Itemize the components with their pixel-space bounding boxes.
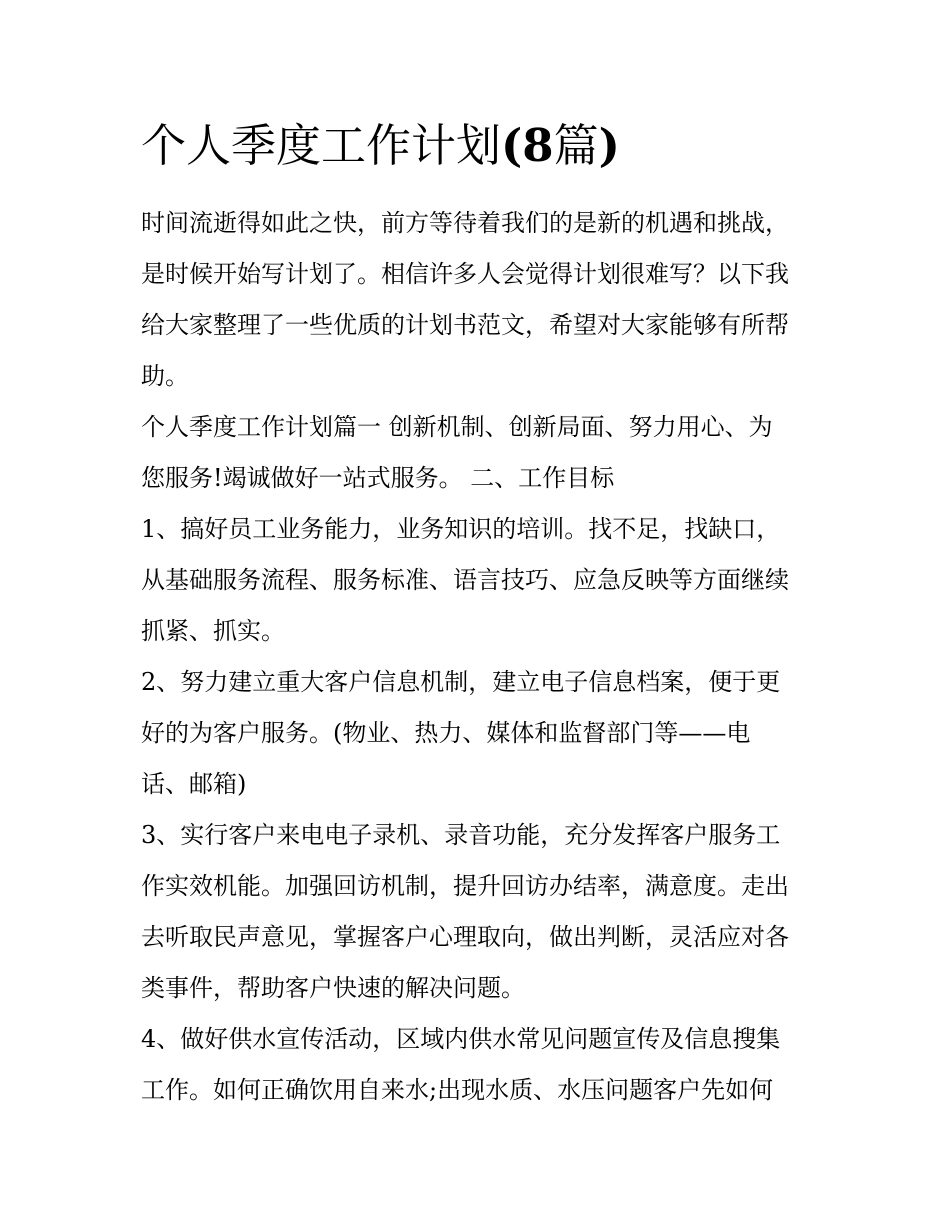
text-line: 类事件，帮助客户快速的解决问题。 [141,974,525,1002]
intro-paragraph [141,198,821,402]
section-one-paragraph [141,402,821,504]
item-4-paragraph [141,1014,821,1116]
item-2-paragraph [141,657,821,810]
item-3-paragraph [141,810,821,1014]
text-line: 您服务!竭诚做好一站式服务。 二、工作目标 [141,464,615,492]
text-line: 4、做好供水宣传活动，区域内供水常见问题宣传及信息搜集 [141,1025,781,1053]
title-pian: 篇 [553,119,599,172]
text-line: 个人季度工作计划篇一 创新机制、创新局面、努力用心、为 [141,413,773,441]
title-main: 个人季度工作计划 [141,119,502,172]
text-line: 工作。如何正确饮用自来水;出现水质、水压问题客户先如何 [141,1076,774,1104]
text-line: 从基础服务流程、服务标准、语言技巧、应急反映等方面继续 [141,566,789,594]
text-line: 是时候开始写计划了。相信许多人会觉得计划很难写？以下我 [141,260,789,288]
text-line: 3、实行客户来电电子录机、录音功能，充分发挥客户服务工 [141,821,781,849]
title-count: (8 [501,119,554,172]
title-close-paren: ) [598,119,620,172]
text-line: 好的为客户服务。(物业、热力、媒体和监督部门等——电 [141,719,751,747]
document-body [141,112,821,1116]
text-line: 1、搞好员工业务能力，业务知识的培训。找不足，找缺口， [141,515,781,543]
text-line: 助。 [141,362,189,390]
text-line: 话、邮箱) [141,770,247,798]
text-line: 给大家整理了一些优质的计划书范文，希望对大家能够有所帮 [141,311,789,339]
text-line: 抓紧、抓实。 [141,617,285,645]
item-1-paragraph [141,504,821,657]
text-line: 去听取民声意见，掌握客户心理取向，做出判断，灵活应对各 [141,923,789,951]
text-line: 2、努力建立重大客户信息机制，建立电子信息档案，便于更 [141,668,781,696]
text-line: 时间流逝得如此之快，前方等待着我们的是新的机遇和挑战， [141,209,789,237]
text-line: 作实效机能。加强回访机制，提升回访办结率，满意度。走出 [141,872,789,900]
document-title [141,112,821,180]
